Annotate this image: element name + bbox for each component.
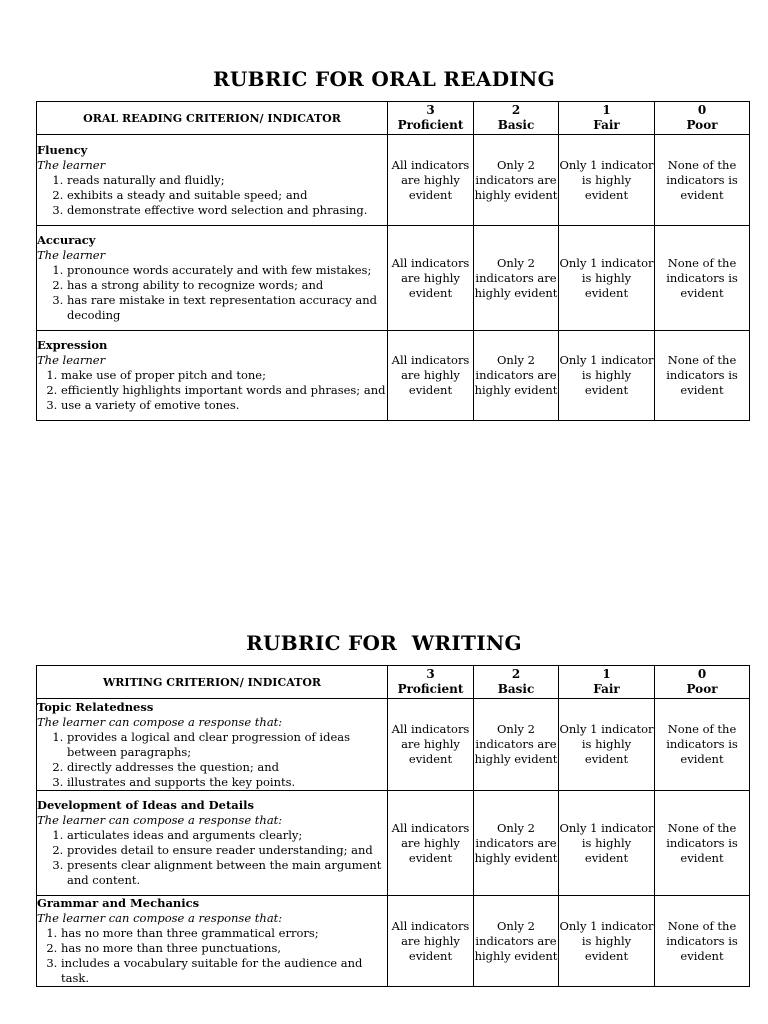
level-cell-fair: Only 1 indicator is highly evident	[559, 699, 655, 791]
level-number: 1	[602, 667, 611, 681]
indicator-item: 3. use a variety of emotive tones.	[61, 398, 387, 413]
level-number: 0	[697, 667, 707, 681]
level-name: Fair	[593, 118, 620, 132]
criterion-header: ORAL READING CRITERION/ INDICATOR	[37, 102, 388, 135]
level-name: Basic	[497, 118, 535, 132]
criterion-name: Expression	[37, 338, 108, 352]
level-cell-poor: None of the indicators is evident	[655, 135, 750, 226]
criterion-name: Development of Ideas and Details	[37, 798, 254, 812]
indicator-item: 1. has no more than three grammatical errors;	[61, 926, 387, 941]
indicator-list	[37, 173, 387, 218]
level-number: 3	[426, 103, 435, 117]
criterion-name: Topic Relatedness	[37, 699, 154, 714]
criterion-intro: The learner can compose a response that:	[37, 813, 283, 827]
level-header-fair	[559, 102, 655, 135]
indicator-item: 1. provides a logical and clear progression of ideas between paragraphs;	[67, 730, 387, 760]
level-name: Proficient	[397, 682, 464, 696]
indicator-item: 2. directly addresses the question; and	[67, 760, 387, 775]
indicator-item: 1. pronounce words accurately and with few mistakes;	[67, 263, 387, 278]
level-cell-poor: None of the indicators is evident	[655, 699, 750, 791]
level-name: Poor	[686, 118, 718, 132]
level-cell-fair: Only 1 indicator is highly evident	[559, 896, 655, 987]
writing-rubric-table	[36, 665, 750, 987]
level-cell-proficient: All indicators are highly evident	[388, 896, 474, 987]
level-number: 2	[511, 103, 521, 117]
level-cell-basic: Only 2 indicators are highly evident	[474, 135, 559, 226]
criterion-intro: The learner	[37, 248, 106, 262]
criterion-cell	[37, 135, 388, 226]
level-number: 3	[426, 667, 435, 681]
criterion-intro: The learner can compose a response that:	[37, 714, 283, 729]
criterion-cell	[37, 699, 388, 791]
level-cell-basic: Only 2 indicators are highly evident	[474, 331, 559, 421]
level-cell-poor: None of the indicators is evident	[655, 331, 750, 421]
level-name: Basic	[497, 682, 535, 696]
criterion-cell	[37, 791, 388, 896]
level-cell-proficient: All indicators are highly evident	[388, 226, 474, 331]
indicator-list	[37, 828, 387, 888]
criterion-cell	[37, 896, 388, 987]
table-row-expression	[37, 331, 750, 421]
criterion-name: Fluency	[37, 142, 88, 157]
level-cell-proficient: All indicators are highly evident	[388, 135, 474, 226]
table-row-development-of-ideas	[37, 791, 750, 896]
level-cell-fair: Only 1 indicator is highly evident	[559, 135, 655, 226]
level-cell-poor: None of the indicators is evident	[655, 226, 750, 331]
table-header-row	[37, 102, 750, 135]
table-row-topic-relatedness	[37, 699, 750, 791]
oral-reading-rubric-table	[36, 101, 750, 421]
criterion-cell	[37, 331, 388, 421]
level-cell-basic: Only 2 indicators are highly evident	[474, 699, 559, 791]
level-header-proficient	[388, 666, 474, 699]
level-header-basic	[474, 102, 559, 135]
level-cell-proficient: All indicators are highly evident	[388, 699, 474, 791]
level-cell-proficient: All indicators are highly evident	[388, 331, 474, 421]
indicator-item: 3. has rare mistake in text representation accuracy and decoding	[67, 293, 387, 323]
indicator-item: 2. efficiently highlights important words and phrases; and	[61, 383, 387, 398]
indicator-item: 2. exhibits a steady and suitable speed; and	[67, 188, 387, 203]
criterion-name: Accuracy	[37, 233, 96, 247]
level-name: Proficient	[397, 118, 464, 132]
indicator-item: 2. has no more than three punctuations,	[61, 941, 387, 956]
level-cell-basic: Only 2 indicators are highly evident	[474, 791, 559, 896]
indicator-item: 3. includes a vocabulary suitable for the audience and task.	[61, 956, 387, 986]
table-row-accuracy	[37, 226, 750, 331]
table-row-grammar-and-mechanics	[37, 896, 750, 987]
indicator-item: 3. demonstrate effective word selection and phrasing.	[67, 203, 387, 218]
indicator-item: 1. make use of proper pitch and tone;	[61, 368, 387, 383]
table-row-fluency	[37, 135, 750, 226]
level-number: 2	[511, 667, 521, 681]
table-header-row	[37, 666, 750, 699]
indicator-item: 3. illustrates and supports the key points.	[67, 775, 387, 790]
indicator-list	[37, 926, 387, 986]
criterion-intro: The learner	[37, 353, 106, 367]
level-cell-fair: Only 1 indicator is highly evident	[559, 791, 655, 896]
criterion-cell	[37, 226, 388, 331]
indicator-item: 1. reads naturally and fluidly;	[67, 173, 387, 188]
level-cell-poor: None of the indicators is evident	[655, 791, 750, 896]
level-header-fair	[559, 666, 655, 699]
level-cell-fair: Only 1 indicator is highly evident	[559, 331, 655, 421]
level-number: 0	[697, 103, 707, 117]
level-cell-basic: Only 2 indicators are highly evident	[474, 226, 559, 331]
level-name: Fair	[593, 682, 620, 696]
criterion-intro: The learner can compose a response that:	[37, 911, 283, 925]
level-cell-proficient: All indicators are highly evident	[388, 791, 474, 896]
criterion-name: Grammar and Mechanics	[37, 896, 200, 910]
indicator-list	[37, 368, 387, 413]
indicator-item: 1. articulates ideas and arguments clearly;	[67, 828, 387, 843]
level-cell-fair: Only 1 indicator is highly evident	[559, 226, 655, 331]
criterion-intro: The learner	[37, 157, 106, 172]
indicator-item: 2. provides detail to ensure reader understanding; and	[67, 843, 387, 858]
indicator-list	[37, 730, 387, 790]
level-header-poor	[655, 666, 750, 699]
level-header-basic	[474, 666, 559, 699]
level-number: 1	[602, 103, 611, 117]
indicator-item: 3. presents clear alignment between the main argument and content.	[67, 858, 387, 888]
writing-rubric-title: RUBRIC FOR WRITING	[246, 631, 522, 655]
indicator-list	[37, 263, 387, 323]
level-header-proficient	[388, 102, 474, 135]
level-cell-basic: Only 2 indicators are highly evident	[474, 896, 559, 987]
indicator-item: 2. has a strong ability to recognize words; and	[67, 278, 387, 293]
level-header-poor	[655, 102, 750, 135]
level-name: Poor	[686, 682, 718, 696]
level-cell-poor: None of the indicators is evident	[655, 896, 750, 987]
oral-reading-rubric-title: RUBRIC FOR ORAL READING	[213, 67, 555, 91]
criterion-header: WRITING CRITERION/ INDICATOR	[37, 666, 388, 699]
